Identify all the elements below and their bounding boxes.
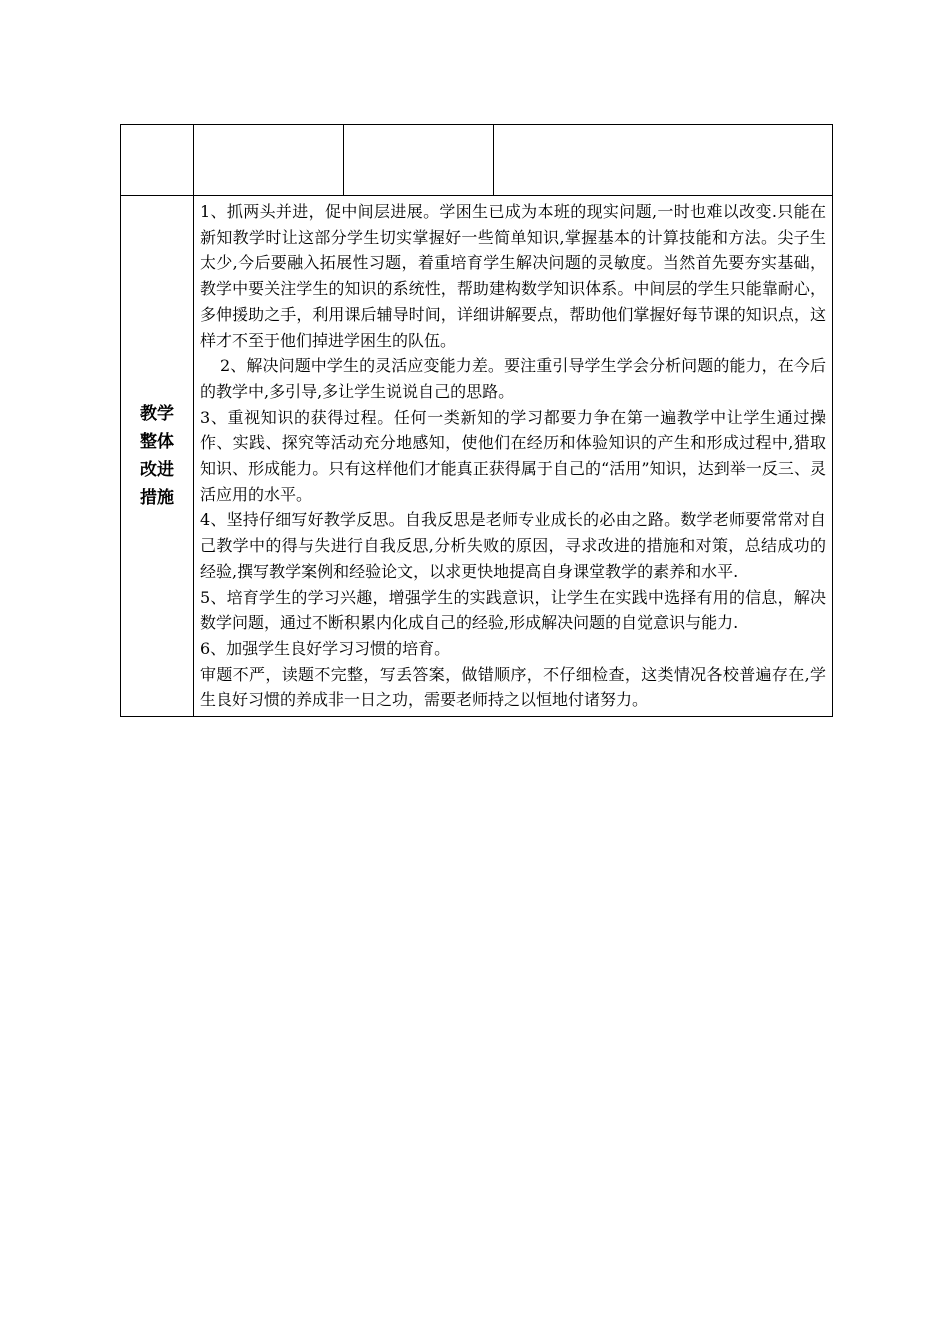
measure-paragraph-2: 2、解决问题中学生的灵活应变能力差。要注重引导学生学会分析问题的能力，在今后的教学中,多引导,多让学生说说自己的思路。 bbox=[200, 356, 826, 401]
empty-cell-4 bbox=[494, 125, 833, 196]
section-content-cell bbox=[194, 196, 833, 717]
section-label-line: 措施 bbox=[140, 488, 174, 509]
empty-cell-1 bbox=[121, 125, 194, 196]
document-table bbox=[120, 124, 833, 717]
measure-paragraph-4: 4、坚持仔细写好教学反思。自我反思是老师专业成长的必由之路。数学老师要常常对自己教学中的得与失进行自我反思,分析失败的原因，寻求改进的措施和对策，总结成功的经验,撰写教学案例和经验论文，以求更快地提高自身课堂教学的素养和水平. bbox=[200, 510, 826, 581]
measure-paragraph-6: 6、加强学生良好学习习惯的培育。 bbox=[200, 638, 451, 658]
measure-paragraph-3: 3、重视知识的获得过程。任何一类新知的学习都要力争在第一遍教学中让学生通过操作、实践、探究等活动充分地感知，使他们在经历和体验知识的产生和形成过程中,猎取知识、形成能力。只有这样他们才能真正获得属于自己的“活用”知识，达到举一反三、灵活应用的水平。 bbox=[200, 407, 826, 504]
measure-paragraph-5: 5、培育学生的学习兴趣，增强学生的实践意识，让学生在实践中选择有用的信息，解决数学问题，通过不断积累内化成自己的经验,形成解决问题的自觉意识与能力. bbox=[200, 587, 826, 633]
empty-cell-3 bbox=[344, 125, 494, 196]
improvement-measures-row bbox=[121, 196, 833, 717]
section-label-cell bbox=[121, 196, 194, 717]
measure-paragraph-1: 1、抓两头并进，促中间层进展。学困生已成为本班的现实问题,一时也难以改变.只能在新知教学时让这部分学生切实掌握好一些简单知识,掌握基本的计算技能和方法。尖子生太少,今后要融入拓展性习题，着重培育学生解决问题的灵敏度。当然首先要夯实基础，教学中要关注学生的知识的系统性，帮助建构数学知识体系。中间层的学生只能靠耐心，多伸援助之手，利用课后辅导时间，详细讲解要点，帮助他们掌握好每节课的知识点，这样才不至于他们掉进学困生的队伍。 bbox=[200, 202, 826, 350]
empty-header-row bbox=[121, 125, 833, 196]
section-label-line: 整体 bbox=[140, 432, 174, 453]
section-label-line: 教学 bbox=[140, 404, 174, 425]
section-label-line: 改进 bbox=[140, 460, 174, 481]
measure-paragraph-7: 审题不严，读题不完整，写丢答案，做错顺序，不仔细检查，这类情况各校普遍存在,学生良好习惯的养成非一日之功，需要老师持之以恒地付诸努力。 bbox=[200, 664, 826, 710]
empty-cell-2 bbox=[194, 125, 344, 196]
